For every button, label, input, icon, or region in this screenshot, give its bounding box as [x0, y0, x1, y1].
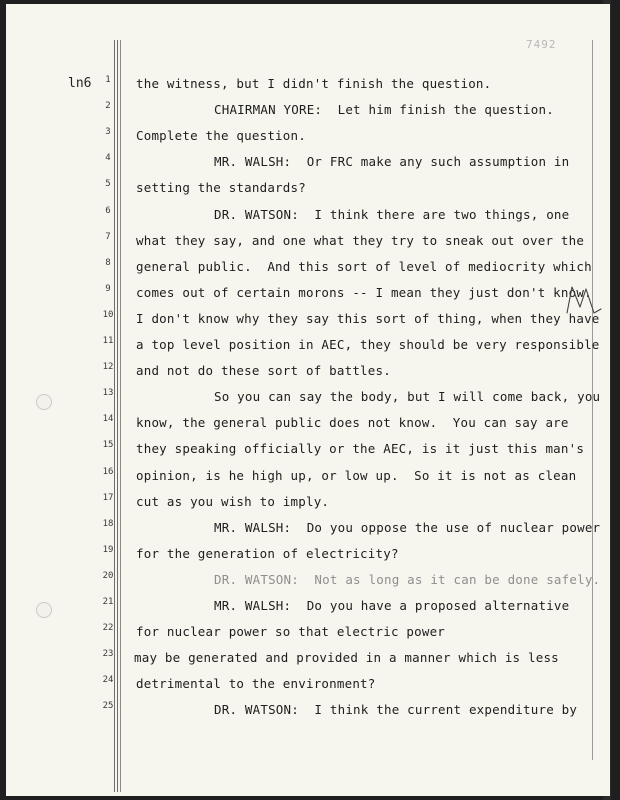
transcript-line: CHAIRMAN YORE: Let him finish the question. — [214, 102, 554, 118]
margin-rule — [120, 40, 121, 792]
transcript-line: the witness, but I didn't finish the question. — [136, 76, 492, 91]
line-number: 14 — [102, 414, 114, 425]
transcript-line: general public. And this sort of level of mediocrity which — [136, 258, 592, 274]
transcript-line: MR. WALSH: Do you oppose the use of nuclear power — [214, 519, 601, 535]
transcript-line: DR. WATSON: I think there are two things, one — [214, 206, 570, 222]
punch-hole — [36, 602, 52, 618]
transcript-line: a top level position in AEC, they should be very responsible — [136, 337, 600, 352]
transcript-line: MR. WALSH: Do you have a proposed alternative — [214, 598, 570, 613]
transcript-line: know, the general public does not know. You can say are — [136, 415, 569, 431]
transcript-line: setting the standards? — [136, 180, 306, 196]
line-number: 12 — [102, 362, 114, 373]
line-number: 21 — [102, 597, 114, 607]
line-number: 5 — [105, 179, 111, 190]
transcript-line: for the generation of electricity? — [136, 545, 399, 561]
transcript-line: what they say, and one what they try to sneak out over the — [136, 232, 585, 248]
transcript-line: and not do these sort of battles. — [136, 363, 391, 379]
transcript-line: DR. WATSON: Not as long as it can be done safely. — [214, 571, 601, 587]
transcript-line: DR. WATSON: I think the current expenditure by — [214, 702, 578, 718]
line-number: 3 — [105, 127, 111, 138]
line-number: 18 — [102, 518, 114, 529]
line-number: 4 — [105, 153, 111, 164]
transcript-line: for nuclear power so that electric power — [136, 624, 446, 640]
transcript-line: detrimental to the environment? — [136, 676, 376, 692]
transcript-line: they speaking officially or the AEC, is it just this man's — [136, 441, 585, 457]
line-number: 17 — [102, 492, 114, 503]
transcript-line: Complete the question. — [136, 128, 306, 144]
line-number: 24 — [102, 675, 114, 686]
line-number: 22 — [102, 623, 114, 634]
transcript-line: MR. WALSH: Or FRC make any such assumption in — [214, 154, 570, 170]
line-number: 9 — [105, 283, 111, 294]
line-number: 16 — [102, 466, 114, 477]
line-number: 20 — [102, 570, 114, 581]
line-number: 7 — [105, 231, 111, 242]
transcript-line: comes out of certain morons -- I mean they just don't know. — [136, 284, 592, 300]
line-number: 8 — [105, 257, 111, 268]
line-number: 23 — [102, 649, 114, 660]
page-number: 7492 — [526, 38, 557, 51]
line-number: 10 — [102, 309, 114, 320]
transcript-line: I don't know why they say this sort of thing, when they have — [136, 310, 600, 326]
line-number: 2 — [105, 101, 111, 112]
line-number: 19 — [102, 544, 114, 555]
line-number: 15 — [102, 440, 114, 451]
handwritten-mark-icon — [564, 283, 604, 317]
transcript-line: cut as you wish to imply. — [136, 493, 330, 509]
line-number: 1 — [105, 75, 111, 85]
sheet-label: ln6 — [68, 76, 92, 91]
punch-hole — [36, 394, 52, 410]
line-number: 13 — [102, 388, 114, 399]
transcript-line: may be generated and provided in a manner which is less — [134, 650, 559, 666]
line-number: 6 — [105, 205, 111, 216]
transcript-line: So you can say the body, but I will come back, you — [214, 389, 601, 405]
transcript-line: opinion, is he high up, or low up. So it is not as clean — [136, 467, 577, 483]
line-number: 11 — [102, 336, 114, 346]
line-number: 25 — [102, 701, 114, 712]
